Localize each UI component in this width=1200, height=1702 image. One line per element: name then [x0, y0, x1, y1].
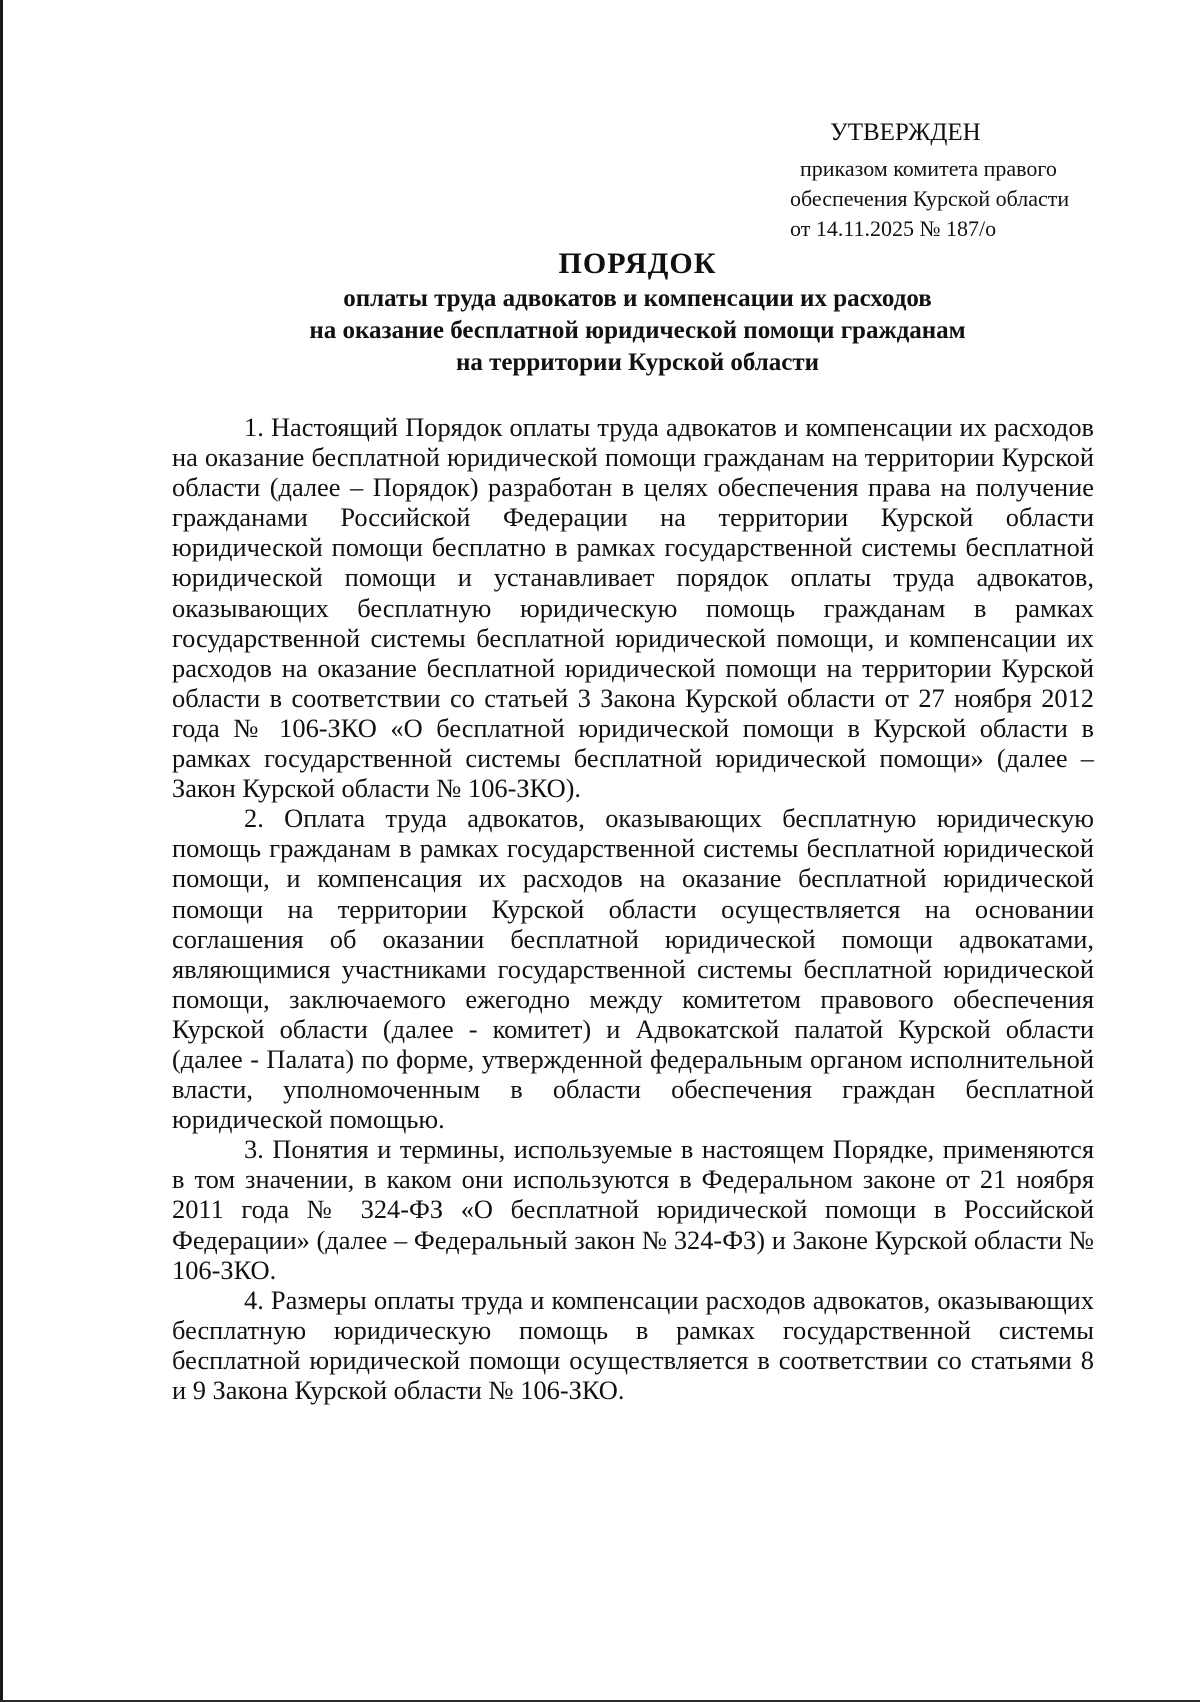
paragraph-1: 1. Настоящий Порядок оплаты труда адвокатов и компенсации их расходов на оказание бесплатной юридической помощи гражданам на территории Курской области (далее – Порядок) разработан в целях обеспечения права на получение гражданами Российской Федерации на территории Курской области юридической помощи бесплатно в рамках государственной системы бесплатной юридической помощи и устанавливает порядок оплаты труда адвокатов, оказывающих бесплатную юридическую помощь гражданам в рамках государственной системы бесплатной юридической помощи, и компенсации их расходов на оказание бесплатной юридической помощи на территории Курской области в соответствии со статьей 3 Закона Курской области от 27 ноября 2012 года № 106-ЗКО «О бесплатной юридической помощи в Курской области в рамках государственной системы бесплатной юридической помощи» (далее – Закон Курской области № 106-ЗКО).	[172, 412, 1094, 804]
approval-line-3: от 14.11.2025 № 187/о	[790, 216, 997, 241]
approved-heading: УТВЕРЖДЕН	[830, 119, 981, 146]
paragraph-4: 4. Размеры оплаты труда и компенсации расходов адвокатов, оказывающих бесплатную юридическую помощь в рамках государственной системы бесплатной юридической помощи осуществляется в соответствии со статьями 8 и 9 Закона Курской области № 106-ЗКО.	[172, 1284, 1094, 1405]
document-title: ПОРЯДОК	[558, 247, 717, 280]
approval-stamp-block	[790, 118, 1120, 244]
approval-line-1: приказом комитета правого	[800, 156, 1057, 181]
document-subtitle-2: на оказание бесплатной юридической помощи гражданам	[309, 317, 966, 344]
document-title-block	[175, 245, 1100, 379]
paragraph-2: 2. Оплата труда адвокатов, оказывающих бесплатную юридическую помощь гражданам в рамках государственной системы бесплатной юридической помощи, и компенсация их расходов на оказание бесплатной юридической помощи на территории Курской области осуществляется на основании соглашения об оказании бесплатной юридической помощи адвокатами, являющимися участниками государственной системы бесплатной юридической помощи, заключаемого ежегодно между комитетом правового обеспечения Курской области (далее - комитет) и Адвокатской палатой Курской области (далее - Палата) по форме, утвержденной федеральным органом исполнительной власти, уполномоченным в области обеспечения граждан бесплатной юридической помощью.	[172, 803, 1094, 1135]
paragraph-3: 3. Понятия и термины, используемые в настоящем Порядке, применяются в том значении, в каком они используются в Федеральном законе от 21 ноября 2011 года № 324-ФЗ «О бесплатной юридической помощи в Российской Федерации» (далее – Федеральный закон № 324-ФЗ) и Законе Курской области № 106-ЗКО.	[172, 1134, 1094, 1285]
document-body	[172, 412, 1094, 1405]
scan-edge-left	[0, 0, 3, 1702]
document-subtitle-3: на территории Курской области	[455, 349, 820, 376]
document-subtitle-1: оплаты труда адвокатов и компенсации их расходов	[343, 285, 932, 312]
approval-line-2: обеспечения Курской области	[790, 186, 1070, 211]
